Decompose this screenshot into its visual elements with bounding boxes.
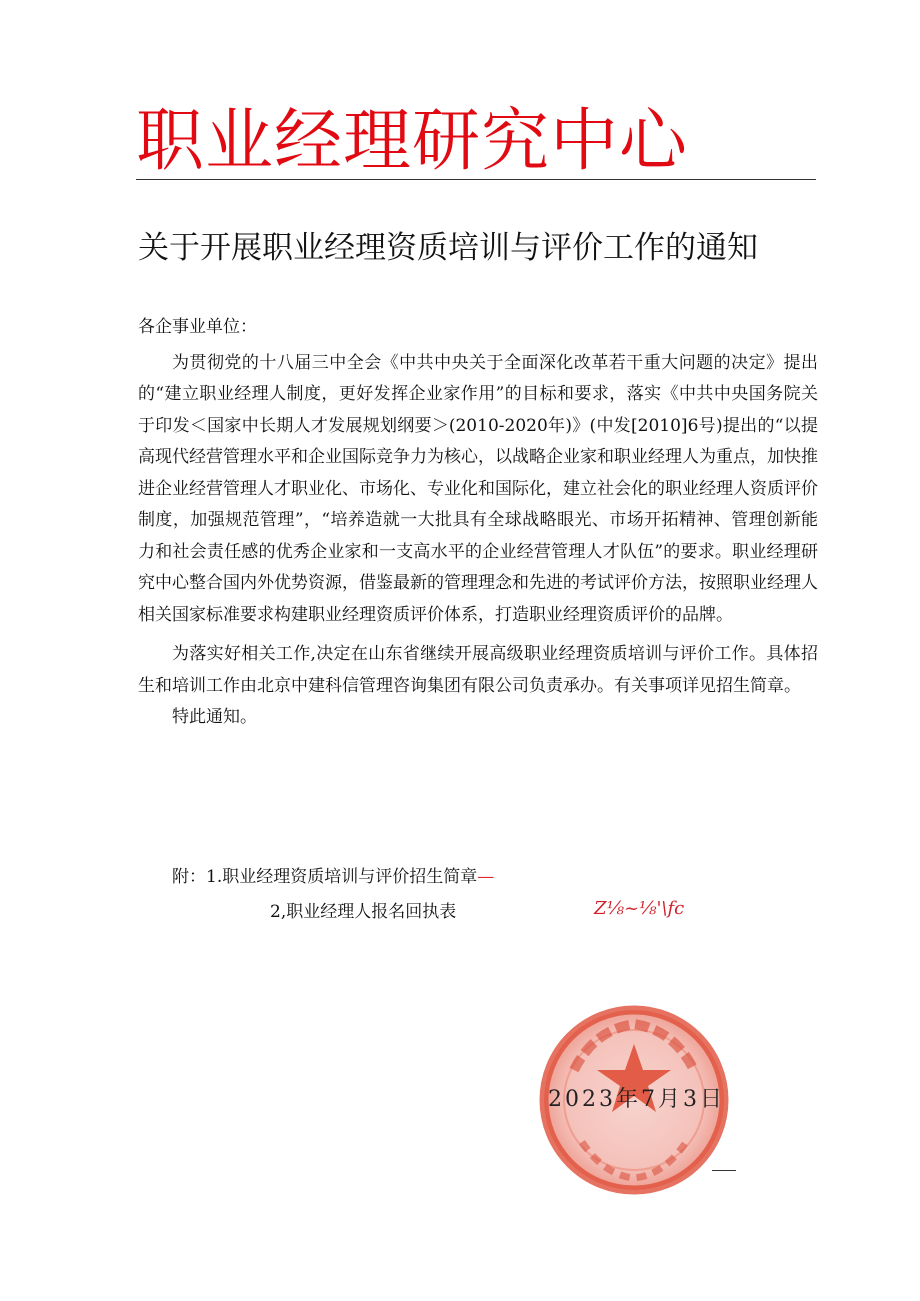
signing-date: 2023年7月3日	[548, 1087, 725, 1112]
attachment-item-1	[172, 862, 494, 887]
body-paragraph-1: 为贯彻党的十八届三中全会《中共中央关于全面深化改革若干重大问题的决定》提出的“建立职业经理人制度，更好发挥企业家作用”的目标和要求，落实《中共中央国务院关于印发＜国家中长期人才发展规划纲要＞(2010-2020年)》(中发[2010]6号)提出的“以提高现代经营管理水平和企业国际竞争力为核心，以战略企业家和职业经理人为重点，加快推进企业经营管理人才职业化、市场化、专业化和国际化，建立社会化的职业经理人资质评价制度，加强规范管理”，“培养造就一大批具有全球战略眼光、市场开拓精神、管理创新能力和社会责任感的优秀企业家和一支高水平的企业经营管理人才队伍”的要求。职业经理研究中心整合国内外优势资源，借鉴最新的管理理念和先进的考试评价方法，按照职业经理人相关国家标准要求构建职业经理资质评价体系，打造职业经理资质评价的品牌。	[138, 352, 818, 625]
notice-title: 关于开展职业经理资质培训与评价工作的通知	[138, 230, 758, 266]
attachment-item-2: 2,职业经理人报名回执表	[270, 902, 457, 922]
tail-divider	[712, 1170, 736, 1171]
header-divider	[136, 179, 816, 180]
handwritten-mark: Z⅛~⅛'\fc	[594, 898, 685, 919]
org-header-title: 职业经理研究中心	[136, 102, 689, 181]
notice-body	[138, 312, 818, 734]
body-paragraph-3: 特此通知。	[172, 707, 257, 727]
attachment-item-1-label: 附：1.职业经理资质培训与评价招生简章	[172, 867, 478, 887]
attachment-item-1-mark: —	[477, 867, 495, 887]
body-paragraph-2: 为落实好相关工作,决定在山东省继续开展高级职业经理资质培训与评价工作。具体招生和培训工作由北京中建科信管理咨询集团有限公司负责承办。有关事项详见招生简章。	[138, 644, 818, 696]
salutation: 各企事业单位：	[138, 317, 257, 337]
